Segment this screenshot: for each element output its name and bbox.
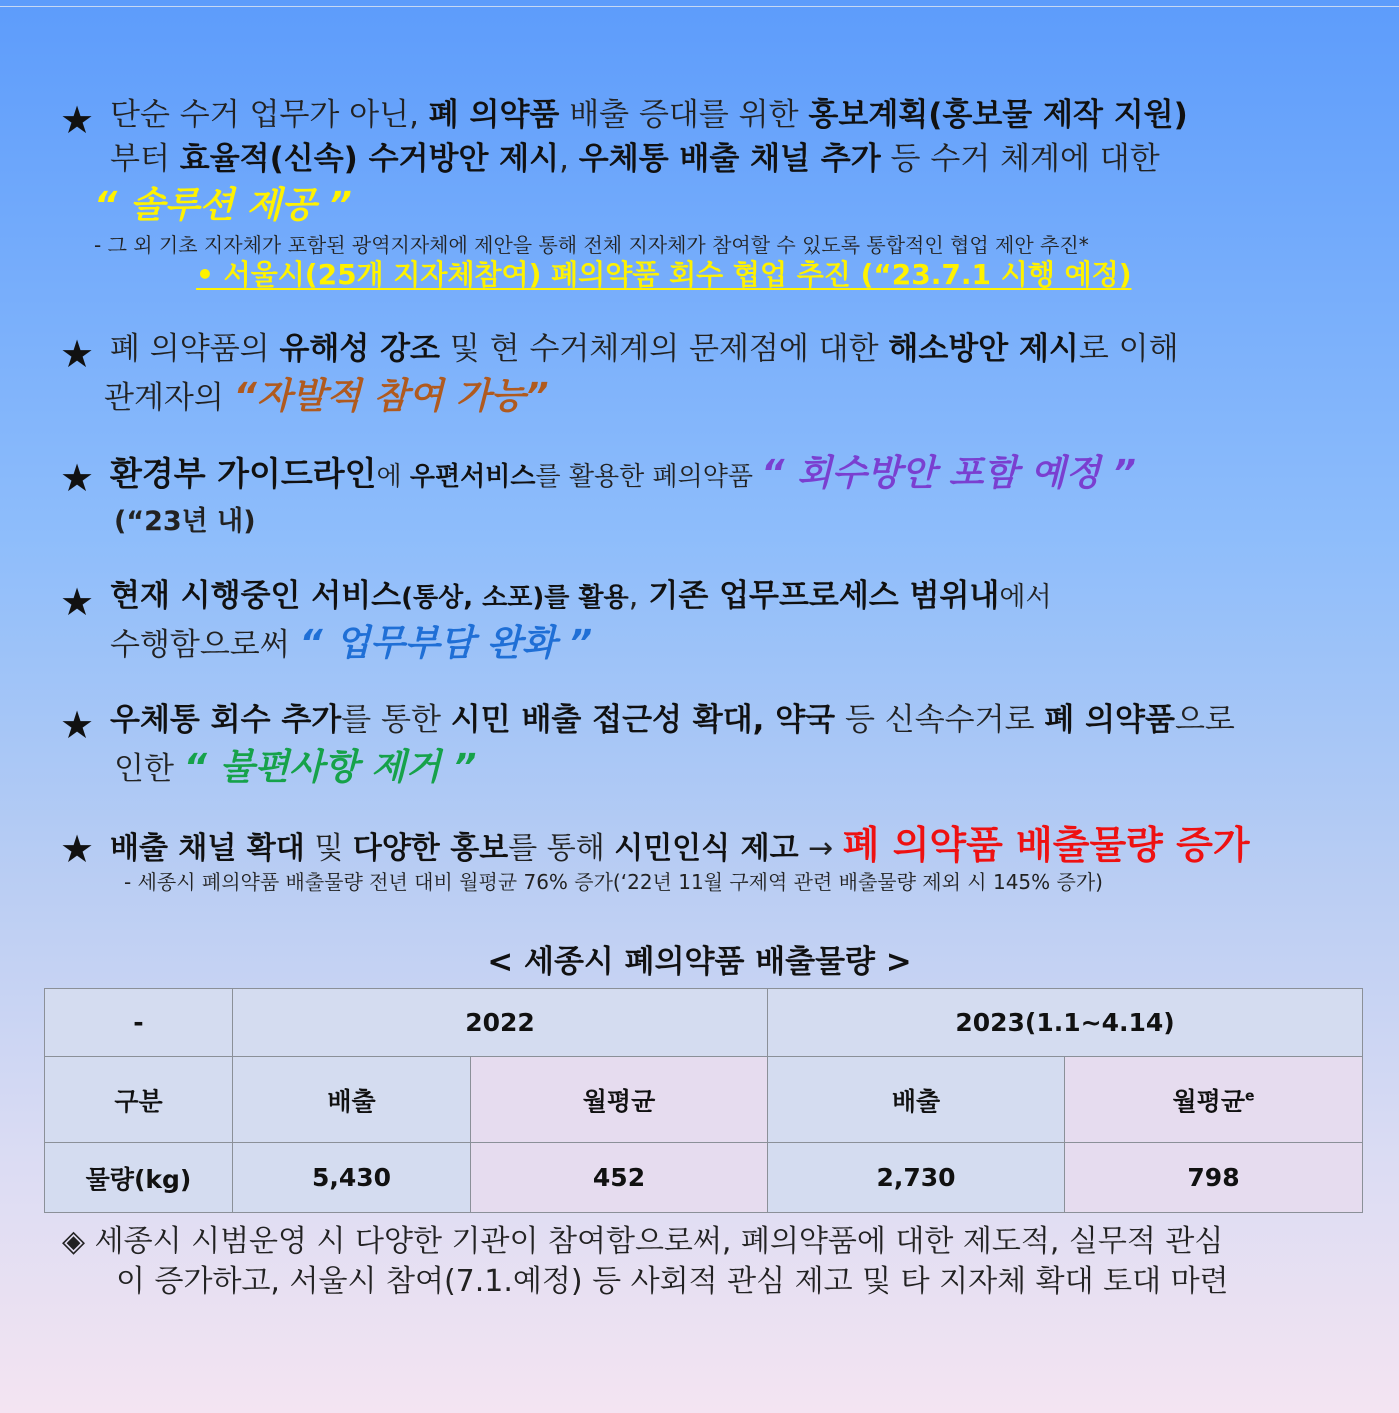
text: 단순 수거 업무가 아닌, [110, 97, 429, 133]
text: 수행함으로써 [110, 627, 300, 663]
superscript: e [1244, 1088, 1255, 1105]
bold-text: (통상, 소포)를 활용 [401, 583, 629, 613]
row-label-amount: 물량(kg) [45, 1143, 233, 1213]
table-header-row [45, 989, 1363, 1057]
top-divider [0, 6, 1399, 7]
section2-highlight: “자발적 참여 가능” [233, 376, 549, 417]
bold-text: 배출 채널 확대 [110, 831, 305, 866]
bottom-note [62, 1222, 1229, 1302]
bold-text: 해소방안 제시 [888, 331, 1079, 367]
section1-line1 [110, 97, 1188, 134]
text: , [628, 578, 649, 614]
text: , [559, 141, 579, 177]
table-subheader-row [45, 1057, 1363, 1143]
section6-line1 [110, 823, 1250, 869]
text: 로 이해 [1078, 331, 1179, 367]
bold-text: 효율적(신속) 수거방안 제시 [179, 141, 560, 177]
text: 배출 증대를 위한 [559, 97, 809, 133]
section6-highlight: 폐 의약품 배출물량 증가 [842, 823, 1250, 867]
bottom-note-line2: 이 증가하고, 서울시 참여(7.1.예정) 등 사회적 관심 제고 및 타 지자체 확대 토대 마련 [116, 1264, 1229, 1299]
diamond-icon: ◈ [62, 1224, 86, 1259]
text: 으로 [1174, 702, 1235, 738]
section1-seoul-note [196, 258, 1132, 292]
text: 폐 의약품의 [110, 331, 280, 367]
emission-table [44, 988, 1363, 1213]
text: 를 통해 [508, 831, 615, 866]
text: 를 활용한 폐의약품 [535, 462, 762, 492]
section5-highlight: “ 불편사항 제거 ” [183, 747, 477, 788]
bold-text: 폐 의약품 [1044, 702, 1175, 738]
row-label-category: 구분 [45, 1057, 233, 1143]
bold-text: 다양한 홍보 [352, 831, 509, 866]
table-row [45, 1143, 1363, 1213]
text: 부터 [110, 141, 180, 177]
section2-line2 [104, 375, 549, 418]
col-emission-2022: 배출 [233, 1057, 471, 1143]
section6-subnote: - 세종시 폐의약품 배출물량 전년 대비 월평균 76% 증가(‘22년 11월 구제역 관련 배출물량 제외 시 145% 증가) [124, 870, 1103, 894]
section5-line2 [114, 746, 476, 789]
header-year-2023: 2023(1.1~4.14) [768, 989, 1363, 1057]
arrow-text: → [798, 831, 843, 866]
star-bullet-5: ★ [60, 703, 95, 747]
text: 및 [304, 831, 353, 866]
section3-highlight: “ 회수방안 포함 예정 ” [761, 453, 1136, 494]
value-monthly-2023: 798 [1065, 1143, 1363, 1213]
text: 세종시 시범운영 시 다양한 기관이 참여함으로써, 폐의약품에 대한 제도적, 실무적 관심 [85, 1224, 1224, 1259]
header-dash: - [45, 989, 233, 1057]
bold-text: 현재 시행중인 서비스 [110, 578, 402, 614]
section1-line2 [110, 141, 1160, 178]
bold-text: 우체통 배출 채널 추가 [578, 141, 881, 177]
bold-text: 시민 배출 접근성 확대, 약국 [450, 702, 836, 738]
value-monthly-2022: 452 [471, 1143, 768, 1213]
star-bullet-1: ★ [60, 98, 95, 142]
text: 및 현 수거체계의 문제점에 대한 [439, 331, 889, 367]
seoul-collab-text: • 서울시(25개 지자체참여) 폐의약품 회수 협업 추진 (“23.7.1 시행 예정) [196, 258, 1132, 291]
text: 인한 [114, 751, 184, 787]
header-year-2022: 2022 [233, 989, 768, 1057]
bold-text: 폐 의약품 [428, 97, 560, 133]
col-monthly-2022: 월평균 [471, 1057, 768, 1143]
value-emission-2023: 2,730 [768, 1143, 1065, 1213]
section1-highlight: “ 솔루션 제공 ” [94, 185, 352, 226]
section3-line1 [110, 452, 1136, 495]
value-emission-2022: 5,430 [233, 1143, 471, 1213]
text: 등 수거 체계에 대한 [880, 141, 1160, 177]
bold-text: 홍보계획(홍보물 제작 지원) [808, 97, 1188, 133]
bold-text: 환경부 가이드라인 [110, 454, 377, 493]
section4-line1 [110, 578, 1052, 615]
section4-highlight: “ 업무부담 완화 ” [299, 623, 593, 664]
star-bullet-4: ★ [60, 580, 95, 624]
table-title: < 세종시 폐의약품 배출물량 > [487, 944, 912, 980]
text: 등 신속수거로 [835, 702, 1045, 738]
bold-text: 우체통 회수 추가 [110, 702, 342, 738]
bold-text: 우편서비스 [409, 462, 536, 492]
section2-line1 [110, 331, 1179, 368]
star-bullet-3: ★ [60, 456, 95, 500]
star-bullet-2: ★ [60, 332, 95, 376]
section3-line2: (“23년 내) [114, 506, 256, 537]
bottom-note-line1 [62, 1222, 1229, 1262]
bold-text: 유해성 강조 [279, 331, 440, 367]
section5-line1 [110, 702, 1235, 739]
text: 에서 [999, 582, 1052, 613]
star-bullet-6: ★ [60, 827, 95, 871]
section1-subnote: - 그 외 기초 지자체가 포함된 광역지자체에 제안을 통해 전체 지자체가 참여할 수 있도록 통합적인 협업 제안 추진* [94, 233, 1089, 257]
col-monthly-2023-label: 월평균 [1172, 1086, 1245, 1116]
col-emission-2023: 배출 [768, 1057, 1065, 1143]
col-monthly-2023 [1065, 1057, 1363, 1143]
bold-text: 시민인식 제고 [614, 831, 799, 866]
text: 에 [376, 462, 410, 492]
bold-text: 기존 업무프로세스 범위내 [648, 578, 1000, 614]
text: 관계자의 [104, 380, 234, 416]
section4-line2 [110, 622, 592, 665]
text: 를 통한 [341, 702, 451, 738]
